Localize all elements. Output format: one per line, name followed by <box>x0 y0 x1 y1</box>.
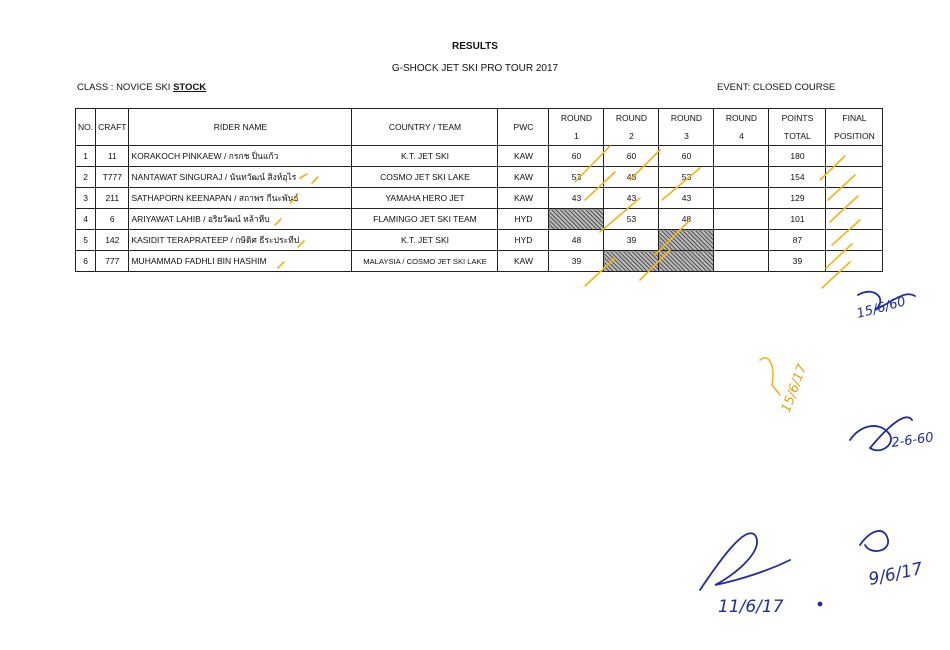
cell-craft: T777 <box>96 167 129 188</box>
cell-rider: ARIYAWAT LAHIB / อริยวัฒน์ หล้าหีบ <box>129 209 352 230</box>
handwritten-date: 11/6/17 <box>718 597 784 617</box>
class-type: STOCK <box>173 82 207 93</box>
table-row <box>76 251 883 272</box>
header-points: POINTS <box>769 109 826 128</box>
cell-points: 129 <box>769 188 826 209</box>
cell-position <box>826 230 883 251</box>
class-label: CLASS : NOVICE SKI STOCK <box>77 82 207 93</box>
cell-r4 <box>714 188 769 209</box>
cell-r3: 53 <box>659 167 714 188</box>
cell-rider: KORAKOCH PINKAEW / กรกช ปิ่นแก้ว <box>129 146 352 167</box>
table-row <box>76 167 883 188</box>
cell-rider: KASIDIT TERAPRATEEP / กษิดิศ ธีระประทีป <box>129 230 352 251</box>
cell-r1: 53 <box>549 167 604 188</box>
cell-r4 <box>714 146 769 167</box>
cell-pwc: HYD <box>498 209 549 230</box>
handwritten-date: 2-6-60 <box>890 430 935 451</box>
cell-craft: 142 <box>96 230 129 251</box>
signature <box>858 292 915 310</box>
cell-craft: 6 <box>96 209 129 230</box>
cell-r4 <box>714 230 769 251</box>
header-country: COUNTRY / TEAM <box>352 109 498 146</box>
cell-team: COSMO JET SKI LAKE <box>352 167 498 188</box>
cell-points: 154 <box>769 167 826 188</box>
cell-no: 2 <box>76 167 96 188</box>
cell-r1: 48 <box>549 230 604 251</box>
cell-r3: 60 <box>659 146 714 167</box>
header-final: FINAL <box>826 109 883 128</box>
cell-points: 87 <box>769 230 826 251</box>
handwritten-date: 9/6/17 <box>866 558 925 590</box>
cell-r2: 48 <box>604 167 659 188</box>
signature <box>850 417 912 450</box>
event-label: EVENT: CLOSED COURSE <box>717 82 836 93</box>
cell-r1-hatched <box>549 209 604 230</box>
cell-pwc: KAW <box>498 146 549 167</box>
table-row <box>76 230 883 251</box>
cell-position <box>826 188 883 209</box>
header-round1: ROUND <box>549 109 604 128</box>
cell-pwc: KAW <box>498 188 549 209</box>
cell-r3-hatched <box>659 230 714 251</box>
cell-craft: 211 <box>96 188 129 209</box>
cell-r2: 43 <box>604 188 659 209</box>
ink-dot <box>819 603 822 606</box>
cell-points: 180 <box>769 146 826 167</box>
cell-r1: 60 <box>549 146 604 167</box>
cell-r3: 43 <box>659 188 714 209</box>
cell-r3-hatched <box>659 251 714 272</box>
signature <box>860 531 888 551</box>
signature <box>700 533 790 590</box>
cell-no: 5 <box>76 230 96 251</box>
cell-points: 39 <box>769 251 826 272</box>
signature-yellow <box>760 358 780 395</box>
cell-rider: MUHAMMAD FADHLI BIN HASHIM <box>129 251 352 272</box>
header-r1: 1 <box>549 127 604 146</box>
cell-no: 4 <box>76 209 96 230</box>
handwritten-date: 15/6/17 <box>778 362 811 415</box>
cell-r2: 53 <box>604 209 659 230</box>
cell-rider: NANTAWAT SINGURAJ / นันทวัฒน์ สิงห์อุไร <box>129 167 352 188</box>
cell-pwc: KAW <box>498 167 549 188</box>
cell-craft: 11 <box>96 146 129 167</box>
cell-team: YAMAHA HERO JET <box>352 188 498 209</box>
cell-no: 3 <box>76 188 96 209</box>
header-craft: CRAFT <box>96 109 129 146</box>
cell-team: MALAYSIA / COSMO JET SKI LAKE <box>352 251 498 272</box>
cell-r4 <box>714 167 769 188</box>
cell-points: 101 <box>769 209 826 230</box>
cell-team: K.T. JET SKI <box>352 146 498 167</box>
cell-rider: SATHAPORN KEENAPAN / สถาพร กีนะพันธ์ <box>129 188 352 209</box>
cell-pwc: HYD <box>498 230 549 251</box>
results-table <box>75 108 883 272</box>
cell-position <box>826 209 883 230</box>
header-r3: 3 <box>659 127 714 146</box>
header-r4: 4 <box>714 127 769 146</box>
header-no: NO. <box>76 109 96 146</box>
cell-position <box>826 167 883 188</box>
cell-r3: 48 <box>659 209 714 230</box>
page-heading: RESULTS <box>452 41 498 52</box>
handwritten-date: 15/6/60 <box>855 294 908 322</box>
cell-r2: 60 <box>604 146 659 167</box>
cell-team: FLAMINGO JET SKI TEAM <box>352 209 498 230</box>
table-row <box>76 188 883 209</box>
event-subheading: G-SHOCK JET SKI PRO TOUR 2017 <box>391 63 559 74</box>
header-round4: ROUND <box>714 109 769 128</box>
cell-craft: 777 <box>96 251 129 272</box>
table-row <box>76 146 883 167</box>
header-round3: ROUND <box>659 109 714 128</box>
cell-r1: 39 <box>549 251 604 272</box>
blue-signatures <box>700 292 915 606</box>
cell-no: 1 <box>76 146 96 167</box>
header-position: POSITION <box>826 127 883 146</box>
cell-position <box>826 251 883 272</box>
cell-r2-hatched <box>604 251 659 272</box>
cell-team: K.T. JET SKI <box>352 230 498 251</box>
header-r2: 2 <box>604 127 659 146</box>
cell-position <box>826 146 883 167</box>
table-row <box>76 209 883 230</box>
header-round2: ROUND <box>604 109 659 128</box>
header-total: TOTAL <box>769 127 826 146</box>
cell-r2: 39 <box>604 230 659 251</box>
cell-r1: 43 <box>549 188 604 209</box>
cell-r4 <box>714 209 769 230</box>
cell-r4 <box>714 251 769 272</box>
cell-pwc: KAW <box>498 251 549 272</box>
header-rider: RIDER NAME <box>129 109 352 146</box>
cell-no: 6 <box>76 251 96 272</box>
header-pwc: PWC <box>498 109 549 146</box>
